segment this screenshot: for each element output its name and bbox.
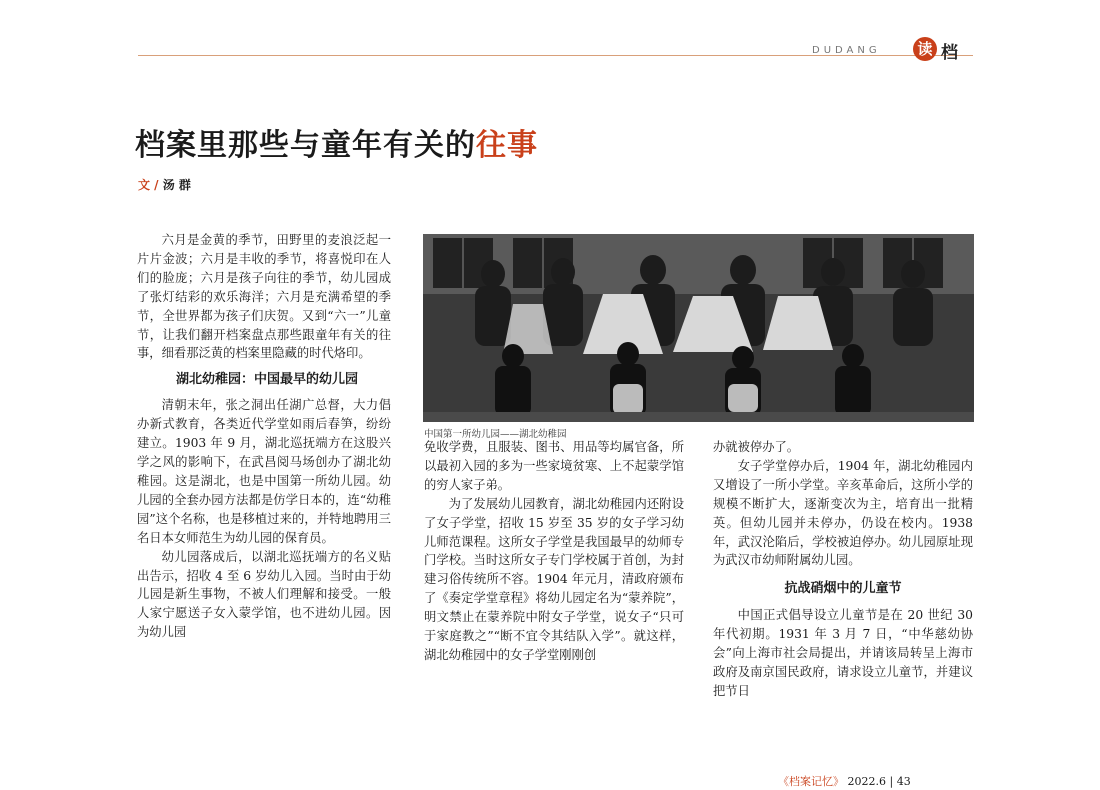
byline — [138, 176, 191, 193]
column-3 — [713, 438, 973, 701]
page-footer — [778, 773, 911, 789]
paragraph: 为了发展幼儿园教育，湖北幼稚园内还附设了女子学堂，招收 15 岁至 35 岁的女子学习幼儿师范课程。这所女子学堂是我国最早的幼师专门学校。当时这所女子专门学校属于首创，为封建习俗传统所不容。1904 年元月，清政府颁布了《奏定学堂章程》将幼儿园定名为“蒙养院”，明文禁止在蒙养院中附女子学堂，说女子“只可于家庭教之”“断不宜令其结队入学”。就这样，湖北幼稚园中的女子学堂刚刚创 — [424, 496, 684, 662]
paragraph: 六月是金黄的季节，田野里的麦浪泛起一片片金波；六月是丰收的季节，将喜悦印在人们的脸庞；六月是孩子向往的季节，幼儿园成了张灯结彩的欢乐海洋；六月是充满希望的季节，全世界都为孩子们庆贺。又到“六一”儿童节，让我们翻开档案盘点那些跟童年有关的往事，细看那泛黄的档案里隐藏的时代烙印。 — [137, 233, 391, 361]
header-section-char: 档 — [941, 43, 958, 63]
historical-photo — [423, 234, 974, 422]
title-main: 档案里那些与童年有关的 — [135, 128, 476, 163]
footer-separator: | — [889, 775, 894, 788]
paragraph: 女子学堂停办后，1904 年，湖北幼稚园内又增设了一所小学堂。辛亥革命后，这所小学的规模不断扩大，逐渐变次为主，培育出一批精英。但幼儿园并未停办，仍设在校内。1938 年，武汉沦陷后，学校被迫停办。幼儿园原址现为武汉市幼师附属幼儿园。 — [713, 458, 973, 568]
column-1 — [137, 231, 391, 642]
paragraph: 办就被停办了。 — [713, 440, 800, 454]
section-heading: 湖北幼稚园：中国最早的幼儿园 — [176, 372, 359, 388]
column-2 — [424, 438, 684, 665]
byline-prefix: 文 / — [138, 178, 159, 192]
issue-number: 2022.6 — [847, 775, 886, 788]
header-section-latin: DUDANG — [812, 45, 881, 56]
title-highlight: 往事 — [476, 128, 538, 163]
photo-caption: 中国第一所幼儿园——湖北幼稚园 — [424, 429, 567, 440]
section-heading: 抗战硝烟中的儿童节 — [784, 581, 902, 597]
magazine-name: 《档案记忆》 — [778, 775, 844, 788]
author-name: 汤 群 — [162, 178, 191, 192]
header-badge-icon: 读 — [913, 37, 937, 61]
paragraph: 免收学费，且服装、图书、用品等均属官备，所以最初入园的多为一些家境贫寒、上不起蒙学馆的穷人家子弟。 — [424, 440, 684, 492]
kindergarten-group-photo — [423, 234, 974, 422]
article-title — [135, 120, 538, 164]
page-number: 43 — [896, 775, 911, 788]
paragraph: 中国正式倡导设立儿童节是在 20 世纪 30 年代初期。1931 年 3 月 7 日，“中华慈幼协会”向上海市社会局提出，并请该局转呈上海市政府及南京国民政府，请求设立儿童节，并建议把节日 — [713, 608, 973, 698]
paragraph: 幼儿园落成后，以湖北巡抚端方的名义贴出告示，招收 4 至 6 岁幼儿入园。当时由于幼儿园是新生事物，不被人们理解和接受。一般人家宁愿送子女入蒙学馆，也不进幼儿园。因为幼儿园 — [137, 549, 391, 640]
paragraph: 清朝末年，张之洞出任湖广总督，大力倡办新式教育，各类近代学堂如雨后春笋，纷纷建立。1903 年 9 月，湖北巡抚端方在这股兴学之风的影响下，在武昌阅马场创办了湖北幼稚园。这是湖北，也是中国第一所幼儿园。幼儿园的全套办园方法都是仿学日本的，连“幼稚园”这个名称，也是移植过来的，并特地聘用三名日本女师范生为幼儿园的保育员。 — [137, 398, 391, 545]
